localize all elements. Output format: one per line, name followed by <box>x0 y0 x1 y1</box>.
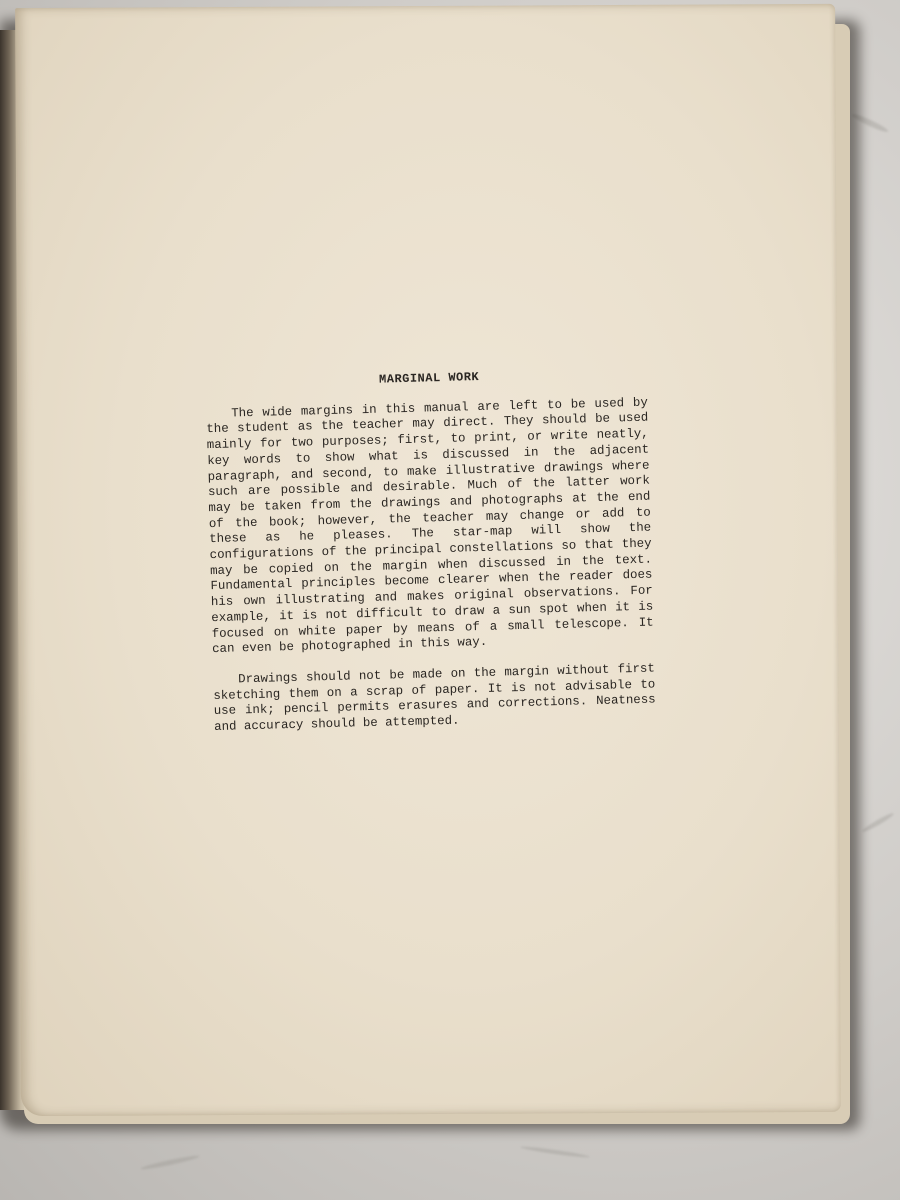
marble-vein <box>861 811 895 833</box>
paragraph: Drawings should not be made on the margin without first sketching them on a scrap of paper. It is not advisable to use ink; pencil permits erasures and corrections. Neatness and accuracy should be attempted. <box>213 661 656 735</box>
marble-vein <box>520 1145 590 1159</box>
book-page <box>15 4 841 1116</box>
page-content <box>205 366 657 751</box>
paragraph: The wide margins in this manual are left to be used by the student as the teacher may direct. They should be used mainly for two purposes; first, to print, or write neatly, key words to show what is discussed in the adjacent paragraph, and second, to make illustrative drawings where such are possible and desirable. Much of the latter work may be taken from the drawings and photographs at the end of the book; however, the teacher may change or add to these as he pleases. The star-map will show the configurations of the principal constellations so that they may be copied on the margin when discussed in the text. Fundamental principles become clearer when the reader does his own illustrating and makes original observations. For example, it is not difficult to draw a sun spot when it is focused on white paper by means of a small telescope. It can even be photographed in this way. <box>206 395 654 657</box>
page-heading: MARGINAL WORK <box>378 369 480 387</box>
marble-vein <box>140 1154 200 1171</box>
